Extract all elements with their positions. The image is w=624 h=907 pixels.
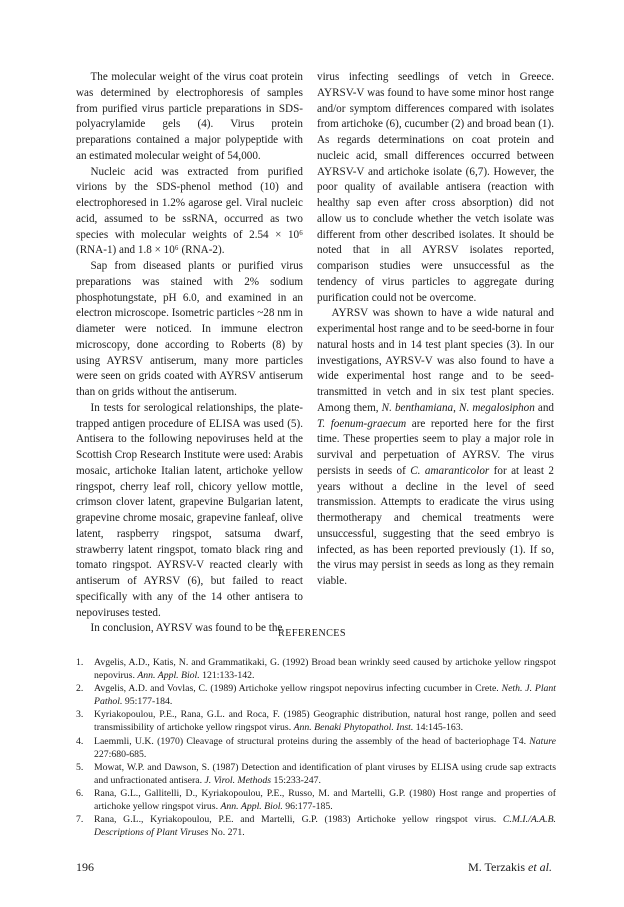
reference-text: Kyriakopoulou, P.E., Rana, G.L. and Roca, F. (1985) Geographic distribution, natural host range, pollen and seed transmissibility of artichoke yellow ringspot virus. — [94, 709, 556, 734]
reference-list — [72, 656, 556, 839]
reference-volume-pages: No. 271. — [208, 827, 245, 839]
reference-volume-pages: 227:680-685. — [94, 748, 147, 760]
reference-item — [72, 813, 556, 839]
reference-number: 7. — [76, 814, 84, 826]
reference-journal: J. Virol. Methods — [204, 774, 272, 786]
paragraph-coat-protein: The molecular weight of the virus coat protein was determined by electrophoresis of samples from purified virus particle preparations in SDS-polyacrylamide gels (4). Virus protein preparations contained a major polypeptide with an estimated molecular weight of 54,000. — [76, 71, 303, 162]
reference-number: 3. — [76, 709, 84, 721]
reference-number: 5. — [76, 761, 84, 773]
running-author — [468, 860, 552, 875]
reference-volume-pages: 15:233-247. — [271, 774, 321, 786]
reference-volume-pages: 121:133-142. — [199, 670, 255, 682]
author-name: M. Terzakis — [468, 860, 525, 874]
reference-item — [72, 682, 556, 708]
paragraph-conclusion-start: In conclusion, AYRSV was found to be the — [90, 622, 283, 635]
right-text-column — [317, 70, 554, 590]
species-name: T. foenum-graecum — [317, 417, 407, 430]
reference-item — [72, 761, 556, 787]
paragraph-host-range — [317, 306, 554, 590]
paragraph-nucleic-acid: Nucleic acid was extracted from purified virions by the SDS-phenol method (10) and electrophoresed in 1.2% agarose gel. Viral nucleic acid, assumed to be ssRNA, occurred as two species with molecular weights of 2.54 × 10⁶ (RNA-1) and 1.8 × 10⁶ (RNA-2). — [76, 165, 303, 257]
reference-journal: Ann. Appl. Biol. — [137, 670, 200, 682]
reference-journal: Neth. J. Plant Pathol. — [94, 683, 556, 708]
reference-item — [72, 656, 556, 682]
reference-text: Laemmli, U.K. (1970) Cleavage of structural proteins during the assembly of the head of bacteriophage T4. — [94, 735, 530, 747]
host-range-text: and — [534, 401, 554, 414]
host-range-text: for at least 2 years without a decline in the level of seed transmission. Attempts to eradicate the virus using thermotherapy and chemical treatments were unsuccessful, suggesting that the seed embryo is infected, as has been reported previously (1). If so, the virus may persist in seeds as long as they remain viable. — [317, 464, 554, 587]
reference-number: 4. — [76, 735, 84, 747]
reference-journal: Nature — [529, 735, 556, 747]
left-text-column — [76, 70, 303, 637]
reference-volume-pages: 95:177-184. — [122, 696, 173, 708]
reference-text: Avgelis, A.D. and Vovlas, C. (1989) Artichoke yellow ringspot nepovirus infecting cucumber in Crete. — [94, 683, 502, 695]
references-heading: REFERENCES — [278, 628, 346, 639]
host-range-text: , — [453, 401, 460, 414]
paragraph-conclusion-continued: virus infecting seedlings of vetch in Greece. AYRSV-V was found to have some minor host range and/or symptom differences compared with isolates from artichoke (6), cucumber (2) and broad bean (1). As regards determinations on coat protein and nucleic acid, small differences occurred between AYRSV-V and artichoke isolate (6,7). However, the poor quality of available antisera (reaction with healthy sap even after cross absorption) did not allow us to conclude whether the vetch isolate was different from other described isolates. It should be noted that in all AYRSV isolates reported, comparison studies were unsuccessful as the tendency of virus particles to aggregate during purification could not be overcome. — [317, 71, 554, 304]
author-suffix: et al. — [528, 860, 552, 874]
species-name: N. megalosiphon — [459, 401, 535, 414]
reference-text: Avgelis, A.D., Katis, N. and Grammatikaki, G. (1992) Broad bean wrinkly seed caused by artichoke yellow ringspot nepovirus. — [94, 657, 556, 682]
reference-journal: Ann. Appl. Biol. — [220, 801, 283, 813]
host-range-text: AYRSV was shown to have a wide natural and experimental host range and to be seed-borne in four natural hosts and in 14 test plant species (3). In our investigations, AYRSV-V was also found to have a wide experimental host range and to be seed-transmitted in vetch and in six test plant species. Among them, — [317, 307, 554, 414]
reference-number: 1. — [76, 657, 84, 668]
reference-number: 6. — [76, 787, 84, 799]
reference-item — [72, 735, 556, 761]
page-number: 196 — [76, 860, 94, 874]
reference-text: Mowat, W.P. and Dawson, S. (1987) Detection and identification of plant viruses by ELISA using crude sap extracts and unfractionated antisera. — [94, 761, 556, 786]
paragraph-electron-microscopy: Sap from diseased plants or purified virus preparations was stained with 2% sodium phosphotungstate, pH 6.0, and examined in an electron microscope. Isometric particles ~28 nm in diameter were noticed. In immune electron microscopy, done according to Roberts (8) by using AYRSV antiserum, many more particles were seen on grids coated with AYRSV antiserum than on grids without the antiserum. — [76, 260, 303, 398]
species-name: C. amaranticolor — [410, 464, 490, 477]
reference-volume-pages: 96:177-185. — [282, 801, 333, 813]
reference-journal: Ann. Benaki Phytopathol. Inst. — [293, 722, 414, 734]
reference-journal: C.M.I./A.A.B. Descriptions of Plant Viruses — [94, 814, 556, 839]
species-name: N. benthamiana — [381, 401, 454, 414]
reference-item — [72, 787, 556, 813]
reference-text: Rana, G.L., Gallitelli, D., Kyriakopoulou, P.E., Russo, M. and Martelli, G.P. (1980) Host range and properties of artichoke yellow ringspot virus. — [94, 787, 556, 813]
host-range-text: are reported here for the first time. These properties seem to play a major role in survival and perpetuation of AYRSV. The virus persists in seeds of — [317, 417, 554, 477]
reference-text: Rana, G.L., Kyriakopoulou, P.E. and Martelli, G.P. (1983) Artichoke yellow ringspot virus. — [94, 814, 503, 826]
paragraph-serology: In tests for serological relationships, the plate-trapped antigen procedure of ELISA was used (5). Antisera to the following nepoviruses held at the Scottish Crop Research Institute were used: Arabis mosaic, artichoke Italian latent, artichoke yellow ringspot, cherry leaf roll, chicory yellow mottle, crimson clover latent, grapevine Bulgarian latent, grapevine chrome mosaic, grapevine fanleaf, olive latent, raspberry ringspot, satsuma dwarf, strawberry latent ringspot, tomato black ring and tomato ringspot. AYRSV-V reacted clearly with antiserum of AYRSV (6), but failed to react specifically with any of the 14 other antisera to nepoviruses tested. — [76, 401, 303, 619]
reference-number: 2. — [76, 683, 84, 695]
reference-item — [72, 708, 556, 734]
reference-volume-pages: 14:145-163. — [413, 722, 464, 734]
